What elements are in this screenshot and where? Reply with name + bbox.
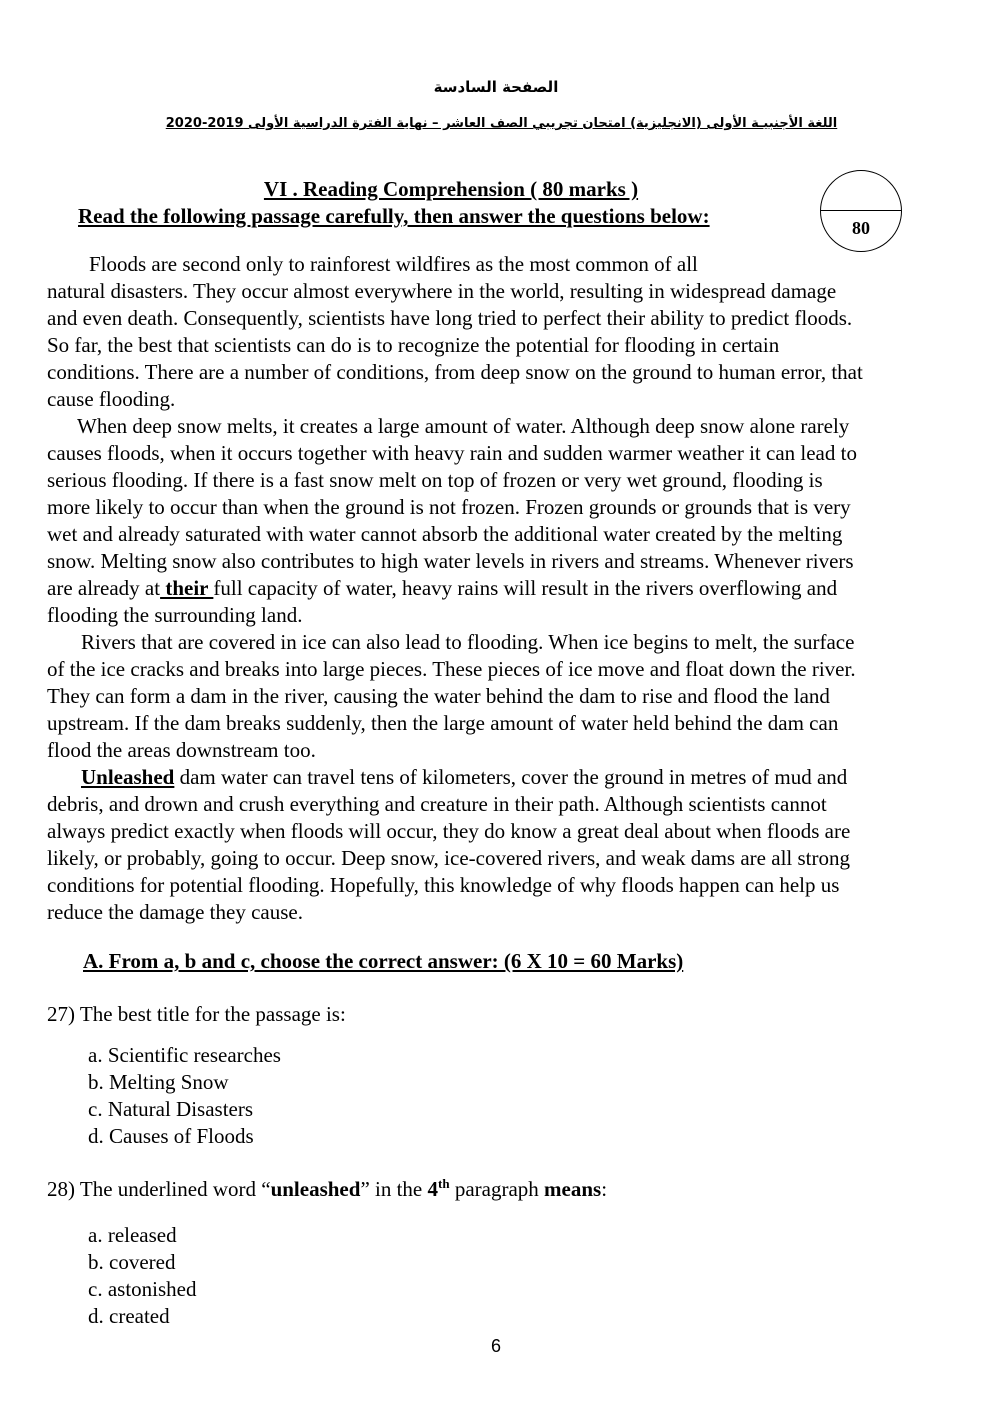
- page-label-arabic: الصفحة السادسة: [433, 78, 559, 96]
- reading-passage: [47, 251, 967, 926]
- passage-line: conditions for potential flooding. Hopefully, this knowledge of why floods happen can help us: [47, 873, 840, 897]
- question-27-options: [88, 1042, 281, 1150]
- question-text: The best title for the passage is:: [75, 1002, 346, 1026]
- option-a[interactable]: a. released: [88, 1223, 177, 1247]
- passage-line: They can form a dam in the river, causing the water behind the dam to rise and flood the land: [47, 684, 830, 708]
- passage-line: always predict exactly when floods will occur, they do know a great deal about when floods are: [47, 819, 851, 843]
- section-instruction: Read the following passage carefully, then answer the questions below:: [78, 204, 710, 228]
- passage-line: wet and already saturated with water cannot absorb the additional water created by the melting: [47, 522, 843, 546]
- underlined-word-their: their: [160, 576, 214, 600]
- passage-line: likely, or probably, going to occur. Deep snow, ice-covered rivers, and weak dams are all strong: [47, 846, 850, 870]
- passage-line: and even death. Consequently, scientists have long tried to perfect their ability to predict floods.: [47, 306, 853, 330]
- question-keyword: unleashed: [270, 1177, 361, 1201]
- question-text: The underlined word “: [75, 1177, 271, 1201]
- option-d[interactable]: d. created: [88, 1304, 170, 1328]
- section-title: VI . Reading Comprehension ( 80 marks ): [263, 177, 639, 201]
- passage-line: So far, the best that scientists can do is to recognize the potential for flooding in certain: [47, 333, 780, 357]
- option-d[interactable]: d. Causes of Floods: [88, 1124, 254, 1148]
- question-number: 27): [47, 1002, 75, 1026]
- underlined-word-unleashed: Unleashed: [81, 765, 175, 789]
- passage-line: serious flooding. If there is a fast snow melt on top of frozen or very wet ground, flooding is: [47, 468, 823, 492]
- passage-line: When deep snow melts, it creates a large amount of water. Although deep snow alone rarely: [77, 414, 850, 438]
- passage-line: snow. Melting snow also contributes to high water levels in rivers and streams. Whenever rivers: [47, 549, 854, 573]
- question-text: paragraph: [449, 1177, 545, 1201]
- part-a-title: A. From a, b and c, choose the correct answer: (6 X 10 = 60 Marks): [83, 949, 684, 973]
- passage-line: cause flooding.: [47, 387, 176, 411]
- passage-line: natural disasters. They occur almost everywhere in the world, resulting in widespread damage: [47, 279, 837, 303]
- paragraph-ordinal: 4th: [427, 1176, 450, 1201]
- passage-line: debris, and drown and crush everything and creature in their path. Although scientists cannot: [47, 792, 827, 816]
- passage-text: full capacity of water, heavy rains will result in the rivers overflowing and: [213, 576, 838, 600]
- passage-line: of the ice cracks and breaks into large pieces. These pieces of ice move and float down the river.: [47, 657, 856, 681]
- question-text: ” in the: [360, 1177, 428, 1201]
- passage-line: causes floods, when it occurs together with heavy rain and sudden warmer weather it can lead to: [47, 441, 857, 465]
- passage-line: [47, 575, 967, 602]
- passage-line: flooding the surrounding land.: [47, 603, 303, 627]
- option-c[interactable]: c. astonished: [88, 1277, 197, 1301]
- score-total: 80: [852, 218, 870, 238]
- exam-title-arabic: اللغة الأجنبيـة الأولى (الانجليزية) امتحان تجريبي الصف العاشر – نهاية الفترة الدراسية الأولى 2019-2020: [165, 116, 838, 131]
- option-c[interactable]: c. Natural Disasters: [88, 1097, 254, 1121]
- passage-line: Floods are second only to rainforest wildfires as the most common of all: [89, 252, 698, 276]
- passage-line: conditions. There are a number of conditions, from deep snow on the ground to human error, that: [47, 360, 863, 384]
- page-number: 6: [490, 1336, 501, 1356]
- question-27: [47, 1002, 346, 1027]
- passage-line: [47, 764, 967, 791]
- question-28: [47, 1177, 607, 1202]
- score-divider: [821, 210, 901, 211]
- question-28-options: [88, 1222, 196, 1330]
- option-b[interactable]: b. Melting Snow: [88, 1070, 229, 1094]
- passage-line: upstream. If the dam breaks suddenly, then the large amount of water held behind the dam can: [47, 711, 839, 735]
- question-number: 28): [47, 1177, 75, 1201]
- option-a[interactable]: a. Scientific researches: [88, 1043, 281, 1067]
- score-circle: [820, 170, 902, 252]
- passage-line: flood the areas downstream too.: [47, 738, 316, 762]
- passage-text: are already at: [47, 576, 161, 600]
- question-text: :: [601, 1177, 608, 1201]
- question-keyword: means: [544, 1177, 602, 1201]
- option-b[interactable]: b. covered: [88, 1250, 176, 1274]
- passage-line: more likely to occur than when the ground is not frozen. Frozen grounds or grounds that is very: [47, 495, 851, 519]
- passage-text: dam water can travel tens of kilometers, cover the ground in metres of mud and: [174, 765, 848, 789]
- passage-line: Rivers that are covered in ice can also lead to flooding. When ice begins to melt, the surface: [81, 630, 855, 654]
- passage-line: reduce the damage they cause.: [47, 900, 303, 924]
